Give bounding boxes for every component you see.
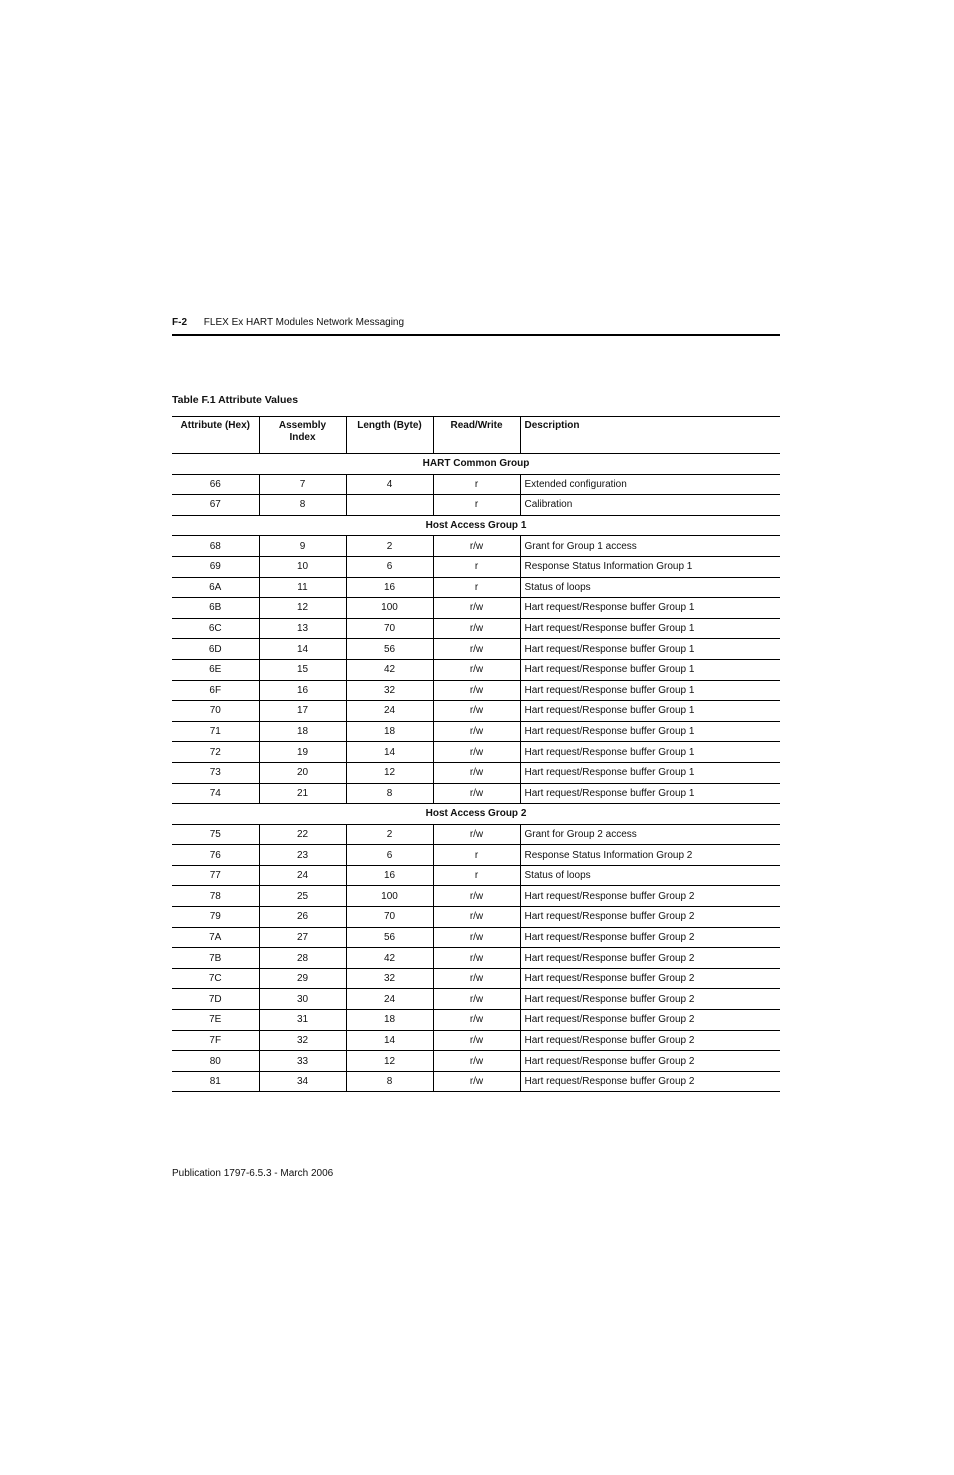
table-row (172, 907, 780, 928)
header-rule (172, 334, 780, 336)
cell-length: 18 (346, 1010, 433, 1031)
cell-assembly-index: 32 (259, 1030, 346, 1051)
table-row (172, 659, 780, 680)
cell-attribute: 71 (172, 721, 259, 742)
cell-readwrite: r/w (433, 968, 520, 989)
table-row (172, 680, 780, 701)
table-row (172, 1051, 780, 1072)
cell-length: 16 (346, 865, 433, 886)
cell-assembly-index: 7 (259, 474, 346, 495)
cell-length (346, 495, 433, 516)
cell-readwrite: r (433, 556, 520, 577)
cell-length: 42 (346, 659, 433, 680)
cell-readwrite: r/w (433, 721, 520, 742)
table-row (172, 495, 780, 516)
cell-assembly-index: 23 (259, 845, 346, 866)
table-row (172, 927, 780, 948)
cell-assembly-index: 10 (259, 556, 346, 577)
cell-description: Hart request/Response buffer Group 1 (520, 762, 780, 783)
table-row (172, 598, 780, 619)
cell-attribute: 75 (172, 824, 259, 845)
page-number: F-2 (172, 317, 187, 328)
cell-assembly-index: 13 (259, 618, 346, 639)
group-title: Host Access Group 1 (172, 515, 780, 536)
table-row (172, 1030, 780, 1051)
cell-description: Hart request/Response buffer Group 2 (520, 1071, 780, 1092)
cell-attribute: 6A (172, 577, 259, 598)
cell-readwrite: r/w (433, 639, 520, 660)
cell-readwrite: r/w (433, 948, 520, 969)
cell-description: Hart request/Response buffer Group 2 (520, 1030, 780, 1051)
cell-description: Hart request/Response buffer Group 1 (520, 742, 780, 763)
cell-readwrite: r/w (433, 1030, 520, 1051)
cell-attribute: 66 (172, 474, 259, 495)
cell-length: 14 (346, 1030, 433, 1051)
group-row (172, 454, 780, 475)
cell-attribute: 68 (172, 536, 259, 557)
cell-attribute: 69 (172, 556, 259, 577)
cell-description: Hart request/Response buffer Group 2 (520, 927, 780, 948)
cell-attribute: 6F (172, 680, 259, 701)
cell-readwrite: r/w (433, 598, 520, 619)
cell-assembly-index: 17 (259, 701, 346, 722)
cell-readwrite: r/w (433, 1051, 520, 1072)
column-header-assembly-index (259, 417, 346, 454)
cell-readwrite: r/w (433, 742, 520, 763)
cell-length: 70 (346, 618, 433, 639)
cell-length: 12 (346, 1051, 433, 1072)
cell-attribute: 74 (172, 783, 259, 804)
cell-description: Hart request/Response buffer Group 2 (520, 907, 780, 928)
table-row (172, 1071, 780, 1092)
group-row (172, 515, 780, 536)
cell-readwrite: r/w (433, 927, 520, 948)
column-header-length: Length (Byte) (346, 417, 433, 454)
cell-attribute: 7C (172, 968, 259, 989)
cell-readwrite: r/w (433, 1010, 520, 1031)
cell-readwrite: r/w (433, 783, 520, 804)
cell-length: 56 (346, 639, 433, 660)
cell-readwrite: r/w (433, 659, 520, 680)
cell-attribute: 7F (172, 1030, 259, 1051)
cell-description: Calibration (520, 495, 780, 516)
cell-readwrite: r/w (433, 701, 520, 722)
cell-description: Hart request/Response buffer Group 1 (520, 659, 780, 680)
cell-assembly-index: 31 (259, 1010, 346, 1031)
cell-description: Hart request/Response buffer Group 1 (520, 721, 780, 742)
cell-length: 32 (346, 680, 433, 701)
cell-readwrite: r (433, 865, 520, 886)
cell-length: 2 (346, 536, 433, 557)
cell-attribute: 7B (172, 948, 259, 969)
cell-length: 32 (346, 968, 433, 989)
cell-readwrite: r (433, 577, 520, 598)
cell-readwrite: r (433, 495, 520, 516)
table-body (172, 454, 780, 1092)
cell-readwrite: r/w (433, 1071, 520, 1092)
cell-readwrite: r/w (433, 618, 520, 639)
cell-attribute: 72 (172, 742, 259, 763)
table-row (172, 886, 780, 907)
cell-readwrite: r/w (433, 907, 520, 928)
cell-length: 42 (346, 948, 433, 969)
table-row (172, 639, 780, 660)
cell-length: 16 (346, 577, 433, 598)
attribute-values-table (172, 416, 780, 1092)
cell-attribute: 70 (172, 701, 259, 722)
page-header (172, 316, 780, 330)
cell-description: Hart request/Response buffer Group 1 (520, 598, 780, 619)
table-row (172, 762, 780, 783)
cell-length: 70 (346, 907, 433, 928)
cell-attribute: 7E (172, 1010, 259, 1031)
table-row (172, 577, 780, 598)
cell-attribute: 79 (172, 907, 259, 928)
cell-attribute: 76 (172, 845, 259, 866)
table-row (172, 845, 780, 866)
table-row (172, 1010, 780, 1031)
table-row (172, 742, 780, 763)
cell-description: Hart request/Response buffer Group 1 (520, 783, 780, 804)
cell-attribute: 7A (172, 927, 259, 948)
cell-description: Extended configuration (520, 474, 780, 495)
column-header-assembly-line2: Index (289, 432, 316, 443)
cell-description: Status of loops (520, 865, 780, 886)
cell-assembly-index: 28 (259, 948, 346, 969)
table-row (172, 618, 780, 639)
cell-length: 14 (346, 742, 433, 763)
table-row (172, 948, 780, 969)
cell-description: Hart request/Response buffer Group 2 (520, 948, 780, 969)
cell-assembly-index: 21 (259, 783, 346, 804)
cell-assembly-index: 20 (259, 762, 346, 783)
running-title: FLEX Ex HART Modules Network Messaging (203, 317, 405, 328)
cell-length: 24 (346, 989, 433, 1010)
table-caption: Table F.1 Attribute Values (172, 394, 299, 406)
cell-assembly-index: 33 (259, 1051, 346, 1072)
group-title: HART Common Group (172, 454, 780, 475)
cell-description: Hart request/Response buffer Group 2 (520, 886, 780, 907)
cell-length: 2 (346, 824, 433, 845)
cell-length: 8 (346, 783, 433, 804)
cell-assembly-index: 15 (259, 659, 346, 680)
cell-readwrite: r/w (433, 536, 520, 557)
cell-length: 4 (346, 474, 433, 495)
table-row (172, 474, 780, 495)
cell-description: Grant for Group 1 access (520, 536, 780, 557)
cell-assembly-index: 9 (259, 536, 346, 557)
table-header-row (172, 417, 780, 454)
cell-description: Hart request/Response buffer Group 2 (520, 1010, 780, 1031)
cell-readwrite: r/w (433, 989, 520, 1010)
cell-description: Hart request/Response buffer Group 2 (520, 968, 780, 989)
table-row (172, 968, 780, 989)
cell-description: Hart request/Response buffer Group 1 (520, 639, 780, 660)
cell-assembly-index: 19 (259, 742, 346, 763)
cell-assembly-index: 12 (259, 598, 346, 619)
publication-footer: Publication 1797-6.5.3 - March 2006 (172, 1168, 334, 1179)
cell-readwrite: r/w (433, 762, 520, 783)
cell-length: 12 (346, 762, 433, 783)
column-header-assembly-line1: Assembly (278, 420, 327, 431)
table-row (172, 556, 780, 577)
cell-length: 6 (346, 556, 433, 577)
cell-attribute: 6D (172, 639, 259, 660)
table-row (172, 989, 780, 1010)
table-row (172, 783, 780, 804)
cell-attribute: 77 (172, 865, 259, 886)
column-header-attribute: Attribute (Hex) (172, 417, 259, 454)
cell-assembly-index: 16 (259, 680, 346, 701)
table-row (172, 701, 780, 722)
cell-assembly-index: 11 (259, 577, 346, 598)
table-row (172, 824, 780, 845)
cell-assembly-index: 26 (259, 907, 346, 928)
cell-length: 100 (346, 598, 433, 619)
group-title: Host Access Group 2 (172, 804, 780, 825)
cell-assembly-index: 29 (259, 968, 346, 989)
cell-description: Status of loops (520, 577, 780, 598)
cell-length: 6 (346, 845, 433, 866)
cell-assembly-index: 22 (259, 824, 346, 845)
cell-readwrite: r/w (433, 680, 520, 701)
group-row (172, 804, 780, 825)
cell-description: Hart request/Response buffer Group 1 (520, 618, 780, 639)
cell-description: Hart request/Response buffer Group 2 (520, 1051, 780, 1072)
cell-description: Response Status Information Group 2 (520, 845, 780, 866)
cell-attribute: 67 (172, 495, 259, 516)
cell-attribute: 6B (172, 598, 259, 619)
cell-length: 56 (346, 927, 433, 948)
cell-length: 100 (346, 886, 433, 907)
cell-assembly-index: 30 (259, 989, 346, 1010)
table-row (172, 536, 780, 557)
cell-description: Hart request/Response buffer Group 2 (520, 989, 780, 1010)
cell-description: Hart request/Response buffer Group 1 (520, 701, 780, 722)
cell-assembly-index: 18 (259, 721, 346, 742)
cell-readwrite: r/w (433, 886, 520, 907)
cell-readwrite: r (433, 474, 520, 495)
cell-assembly-index: 8 (259, 495, 346, 516)
cell-assembly-index: 27 (259, 927, 346, 948)
cell-attribute: 81 (172, 1071, 259, 1092)
cell-readwrite: r/w (433, 824, 520, 845)
cell-assembly-index: 24 (259, 865, 346, 886)
column-header-description: Description (520, 417, 780, 454)
table-row (172, 865, 780, 886)
cell-length: 24 (346, 701, 433, 722)
cell-attribute: 78 (172, 886, 259, 907)
cell-attribute: 7D (172, 989, 259, 1010)
table-row (172, 721, 780, 742)
cell-readwrite: r (433, 845, 520, 866)
cell-description: Grant for Group 2 access (520, 824, 780, 845)
cell-length: 18 (346, 721, 433, 742)
cell-attribute: 6C (172, 618, 259, 639)
cell-attribute: 80 (172, 1051, 259, 1072)
cell-description: Hart request/Response buffer Group 1 (520, 680, 780, 701)
cell-attribute: 73 (172, 762, 259, 783)
cell-length: 8 (346, 1071, 433, 1092)
column-header-readwrite: Read/Write (433, 417, 520, 454)
cell-description: Response Status Information Group 1 (520, 556, 780, 577)
cell-assembly-index: 25 (259, 886, 346, 907)
cell-assembly-index: 34 (259, 1071, 346, 1092)
cell-attribute: 6E (172, 659, 259, 680)
cell-assembly-index: 14 (259, 639, 346, 660)
